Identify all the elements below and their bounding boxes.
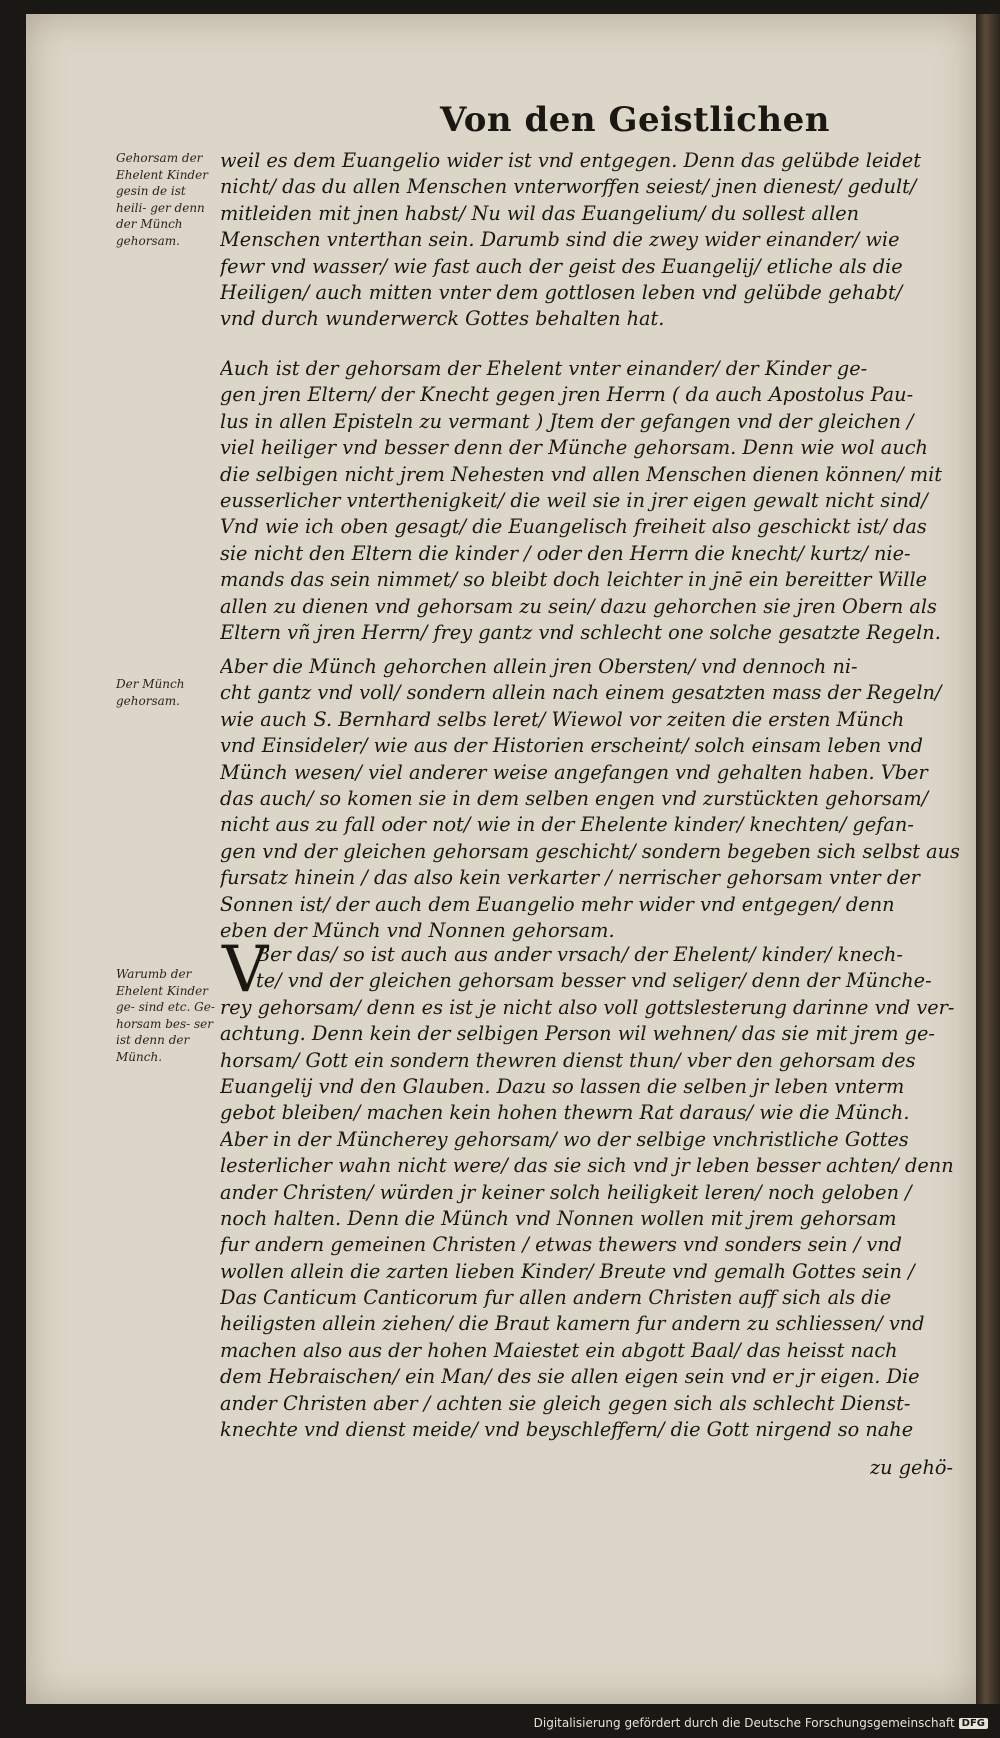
paragraph-4 [220,933,980,1443]
text-line: eusserlicher vnterthenigkeit/ die weil sie in jrer eigen gewalt nicht sind/ [220,488,928,512]
text-line: gebot bleiben/ machen kein hohen thewrn Rat daraus/ wie die Münch. [220,1101,910,1125]
text-line: nicht/ das du allen Menschen vnterworffen seiest/ jnen dienest/ gedult/ [220,175,917,199]
text-line: lus in allen Episteln zu vermant ) Jtem der gefangen vnd der gleichen / [220,409,914,433]
text-line: vnd Einsideler/ wie aus der Historien erscheint/ solch einsam leben vnd [220,734,923,758]
catchword [870,1455,970,1481]
marginal-note-3: Warumb der Ehelent Kinder ge- sind etc. Ge- horsam bes- ser ist denn der Münch. [116,967,215,1064]
text-line: Heiligen/ auch mitten vnter dem gottlosen leben vnd gelübde gehabt/ [220,280,903,304]
text-line: fursatz hinein / das also kein verkarter / nerrischer gehorsam vnter der [220,866,920,890]
text-line: viel heiliger vnd besser denn der Münche gehorsam. Denn wie wol auch [220,436,928,460]
text-line: nicht aus zu fall oder not/ wie in der Ehelente kinder/ knechten/ gefan- [220,813,914,837]
text-line: Aber in der Müncherey gehorsam/ wo der selbige vnchristliche Gottes [220,1127,909,1151]
text-line: Eltern vñ jren Herrn/ frey gantz vnd schlecht one solche gesatzte Regeln. [220,620,941,644]
text-line: Vnd wie ich oben gesagt/ die Euangelisch freiheit also geschickt ist/ das [220,515,927,539]
text-line: heiligsten allein ziehen/ die Braut kamern fur andern zu schliessen/ vnd [220,1312,925,1336]
text-line: ander Christen/ würden jr keiner solch heiligkeit leren/ noch geloben / [220,1180,912,1204]
text-line: Auch ist der gehorsam der Ehelent vnter einander/ der Kinder ge- [220,357,868,380]
text-line: eben der Münch vnd Nonnen gehorsam. [220,918,615,942]
text-line: gen vnd der gleichen gehorsam geschicht/ sondern begeben sich selbst aus [220,839,960,863]
text-line: horsam/ Gott ein sondern thewren dienst thun/ vber den gehorsam des [220,1048,916,1072]
dfg-logo: DFG [959,1718,988,1729]
text-line: rey gehorsam/ denn es ist je nicht also voll gottslesterung darinne vnd ver- [220,995,955,1019]
paragraph-1 [220,148,980,333]
text-line: Aber die Münch gehorchen allein jren Obersten/ vnd dennoch ni- [220,655,858,678]
text-line: Ber das/ so ist auch aus ander vrsach/ der Ehelent/ kinder/ knech- [256,943,903,966]
text-line: sie nicht den Eltern die kinder / oder den Herrn die knecht/ kurtz/ nie- [220,541,911,565]
text-line: Münch wesen/ viel anderer weise angefangen vnd gehalten haben. Vber [220,760,928,784]
text-line: Euangelij vnd den Glauben. Dazu so lassen die selben jr leben vnterm [220,1074,905,1098]
text-line: te/ vnd der gleichen gehorsam besser vnd seliger/ denn der Münche- [256,969,932,993]
text-line: die selbigen nicht jrem Nehesten vnd allen Menschen dienen können/ mit [220,462,943,486]
text-line: Sonnen ist/ der auch dem Euangelio mehr wider vnd entgegen/ denn [220,892,895,916]
text-line: ander Christen aber / achten sie gleich gegen sich als schlecht Dienst- [220,1391,911,1415]
text-line: dem Hebraischen/ ein Man/ des sie allen eigen sein vnd er jr eigen. Die [220,1365,920,1389]
text-line: achtung. Denn kein der selbigen Person wil wehnen/ das sie mit jrem ge- [220,1022,935,1046]
text-line: wollen allein die zarten lieben Kinder/ Breute vnd gemalh Gottes sein / [220,1259,915,1283]
text-line: mands das sein nimmet/ so bleibt doch leichter in jnē ein bereitter Wille [220,568,928,592]
text-line: wie auch S. Bernhard selbs leret/ Wiewol vor zeiten die ersten Münch [220,707,905,731]
text-line: weil es dem Euangelio wider ist vnd entgegen. Denn das gelübde leidet [220,149,921,172]
text-line: Menschen vnterthan sein. Darumb sind die zwey wider einander/ wie [220,228,900,252]
text-line: cht gantz vnd voll/ sondern allein nach einem gesatzten mass der Regeln/ [220,681,942,705]
footer [534,1716,988,1730]
text-line: fur andern gemeinen Christen / etwas thewers vnd sonders sein / vnd [220,1233,903,1257]
text-line: vnd durch wunderwerck Gottes behalten hat. [220,307,665,331]
marginal-note-1: Gehorsam der Ehelent Kinder gesin de ist heili- ger denn der Münch gehorsam. [116,151,208,248]
paragraph-3 [220,654,980,944]
paragraph-2 [220,356,980,646]
footer-text: Digitalisierung gefördert durch die Deutsche Forschungsgemeinschaft [533,1716,955,1730]
text-line: mitleiden mit jnen habst/ Nu wil das Euangelium/ du sollest allen [220,201,860,225]
text-line: fewr vnd wasser/ wie fast auch der geist des Euangelij/ etliche als die [220,254,903,278]
drop-capital: V [222,933,269,1007]
catchword-text: zu gehö- [870,1456,953,1479]
text-line: Das Canticum Canticorum fur allen andern Christen auff sich als die [220,1286,892,1310]
text-line: allen zu dienen vnd gehorsam zu sein/ dazu gehorchen sie jren Obern als [220,594,937,618]
text-line: gen jren Eltern/ der Knecht gegen jren Herrn ( da auch Apostolus Pau- [220,383,914,407]
text-line: das auch/ so komen sie in dem selben engen vnd zurstückten gehorsam/ [220,786,929,810]
text-line: lesterlicher wahn nicht were/ das sie sich vnd jr leben besser achten/ denn [220,1154,954,1178]
text-line: knechte vnd dienst meide/ vnd beyschleffern/ die Gott nirgend so nahe [220,1418,914,1442]
running-head: Von den Geistlichen [440,100,830,140]
marginal-note-2: Der Münch gehorsam. [116,677,185,708]
text-line: noch halten. Denn die Münch vnd Nonnen wollen mit jrem gehorsam [220,1206,897,1230]
text-line: machen also aus der hohen Maiestet ein abgott Baal/ das heisst nach [220,1338,898,1362]
